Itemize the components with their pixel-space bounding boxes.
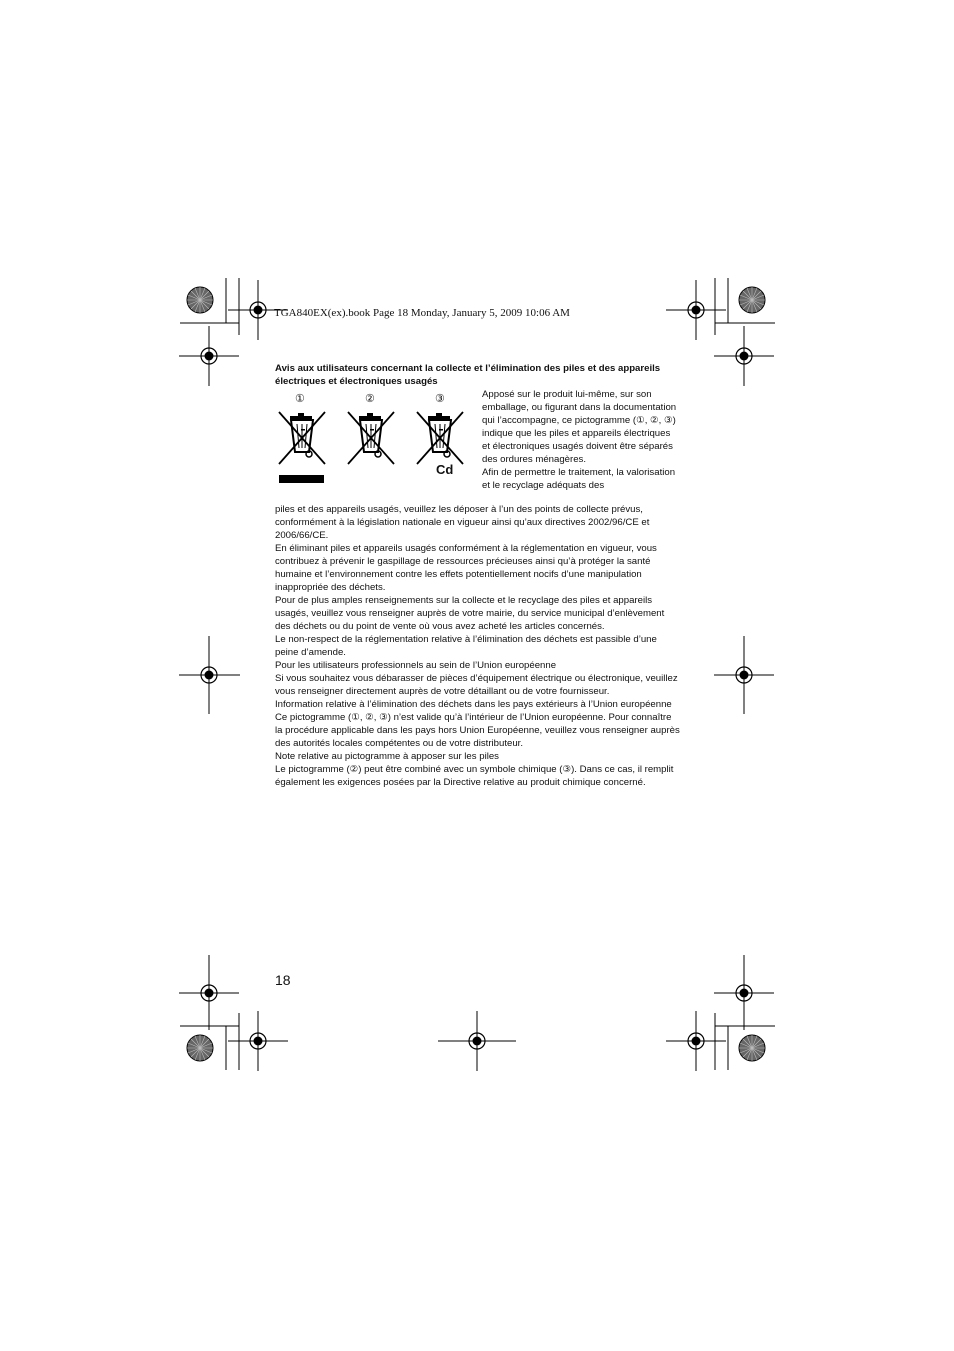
registration-mark-bottom-right — [666, 1011, 726, 1071]
body-text — [275, 503, 680, 789]
star-target-top-left — [187, 287, 213, 313]
pictogram-label-3: ③ — [435, 393, 445, 405]
body-paragraph: En éliminant piles et appareils usagés conformément à la réglementation en vigueur, vous contribuez à prévenir le gaspillage de ressources précieuses ainsi qu’à protéger la santé humaine et l’environnement contre les effets potentiellement nocifs d’une manipulation inappropriée des déchets. — [275, 543, 657, 593]
side-paragraph-2: Afin de permettre le traitement, la valorisation et le recyclage adéquats des — [482, 467, 676, 491]
print-header: TGA840EX(ex).book Page 18 Monday, January 5, 2009 10:06 AM — [274, 307, 570, 319]
chemical-symbol: Cd — [436, 462, 454, 477]
section-text: Si vous souhaitez vous débarasser de pièces d’équipement électrique ou électronique, veuillez vous renseigner directement auprès de votre détaillant ou de votre fournisseur. — [275, 673, 678, 697]
registration-mark-bottom-left — [228, 1011, 288, 1071]
section-text: Le pictogramme (②) peut être combiné avec un symbole chimique (③). Dans ce cas, il remplit également les exigences posées par la Directive relative au produit chimique concerné. — [275, 764, 674, 788]
registration-mark-top-right — [666, 280, 726, 340]
pictogram-label-1: ① — [295, 393, 305, 405]
crossed-bin-icon-1 — [279, 412, 325, 483]
crossed-bin-icon-2 — [348, 412, 394, 464]
pictogram-group — [275, 392, 475, 492]
pictogram-label-2: ② — [365, 393, 375, 405]
notice-title: Avis aux utilisateurs concernant la collecte et l’élimination des piles et des appareils électriques et électroniques usagés — [275, 363, 661, 387]
crossed-bin-icon-3 — [417, 412, 463, 464]
section-heading: Note relative au pictogramme à apposer sur les piles — [275, 751, 499, 762]
side-text — [482, 388, 680, 492]
registration-mark-right-top — [714, 326, 774, 386]
section-text: Ce pictogramme (①, ②, ③) n’est valide qu’à l’intérieur de l’Union européenne. Pour connaître la procédure applicable dans les pays hors Union Européenne, veuillez vous renseigner auprès des autorités locales compétentes ou de votre distributeur. — [275, 712, 680, 749]
page-number: 18 — [275, 972, 291, 988]
star-target-bottom-left — [187, 1035, 213, 1061]
star-target-top-right — [739, 287, 765, 313]
body-paragraph: Le non-respect de la réglementation relative à l’élimination des déchets est passible d’une peine d’amende. — [275, 634, 657, 658]
body-paragraph: Pour de plus amples renseignements sur la collecte et le recyclage des piles et appareils usagés, veuillez vous renseigner auprès de votre mairie, du service municipal d’enlèvement des déchets ou du point de vente où vous avez acheté les articles concernés. — [275, 595, 665, 632]
star-target-bottom-right — [739, 1035, 765, 1061]
side-paragraph-1: Apposé sur le produit lui-même, sur son emballage, ou figurant dans la documentation qui l’accompagne, ce pictogramme (①, ②, ③) indique que les piles et appareils électriques et électroniques usagés doivent être séparés des ordures ménagères. — [482, 389, 677, 465]
registration-mark-left-top — [179, 326, 239, 386]
body-paragraph: piles et des appareils usagés, veuillez les déposer à l’un des points de collecte prévus, conformément à la législation nationale en vigueur ainsi qu’aux directives 2002/96/CE et 2006/66/CE. — [275, 504, 650, 541]
section-heading: Information relative à l’élimination des déchets dans les pays extérieurs à l’Union européenne — [275, 699, 672, 710]
section-heading: Pour les utilisateurs professionnels au sein de l’Union européenne — [275, 660, 557, 671]
crossed-bin-pictograms — [275, 392, 475, 492]
notice-title-block — [275, 362, 680, 388]
